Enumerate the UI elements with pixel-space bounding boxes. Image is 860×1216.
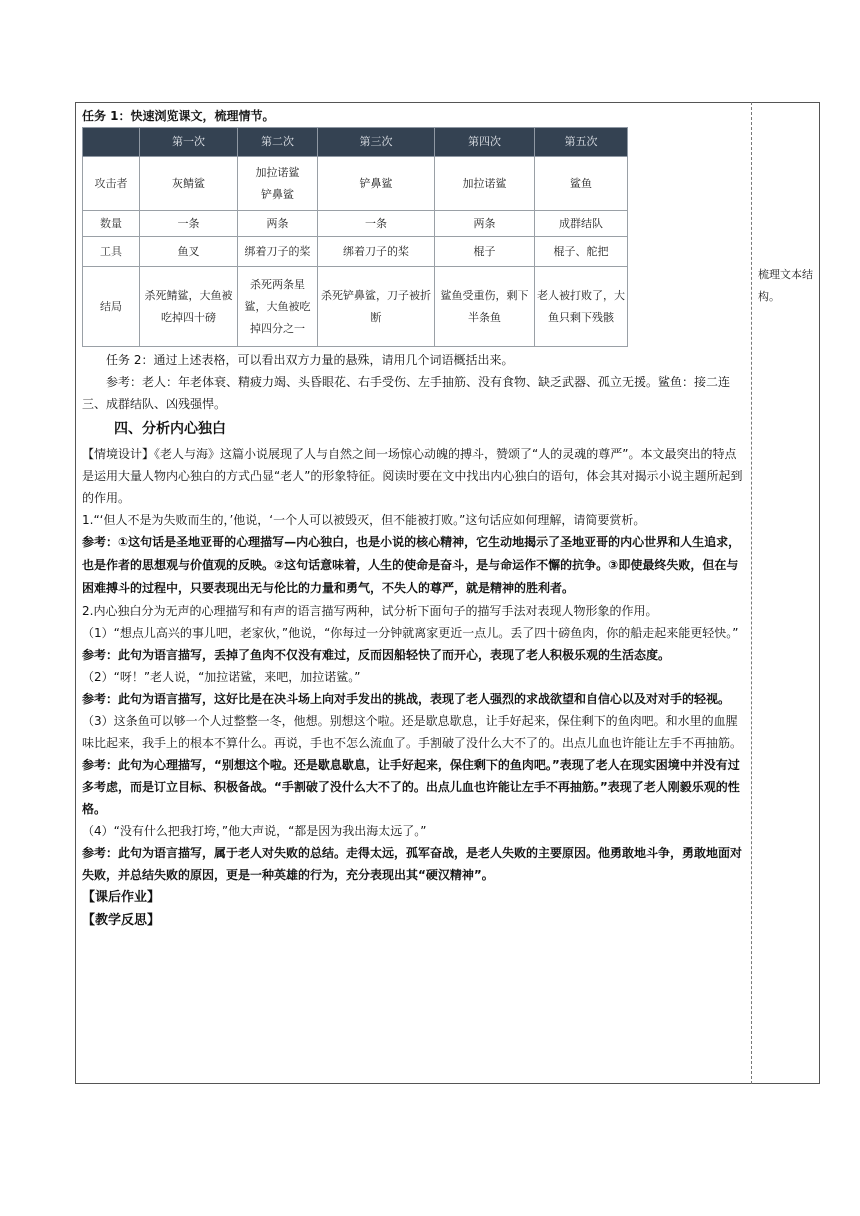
table-cell: 杀死鲭鲨，大鱼被吃掉四十磅: [140, 267, 238, 347]
table-cell: 棍子: [435, 237, 535, 267]
table-row: [83, 237, 628, 267]
question-2-3: （3）这条鱼可以够一个人过整整一冬，他想。别想这个啦。还是歇息歇息，让手好起来，保住剩下的鱼肉吧。和水里的血腥味比起来，我手上的根本不算什么。再说，手也不怎么流血了。手割破了没什么大不了的。出点儿血也许能让左手不再抽筋。: [82, 714, 743, 750]
table-row: [83, 211, 628, 237]
question-2: 2.内心独白分为无声的心理描写和有声的语言描写两种，试分析下面句子的描写手法对表现人物形象的作用。: [82, 604, 658, 618]
task2-answer: 参考：老人：年老体衰、精疲力竭、头昏眼花、右手受伤、左手抽筋、没有食物、缺乏武器、孤立无援。鲨鱼：接二连三、成群结队、凶残强悍。: [82, 375, 731, 411]
question-1: 1.“‘但人不是为失败而生的，’他说，‘一个人可以被毁灭，但不能被打败。”这句话应如何理解，请简要赏析。: [82, 513, 646, 527]
table-row: [83, 267, 628, 347]
question-2-4: （4）“没有什么把我打垮，”他大声说，“都是因为我出海太远了。”: [82, 824, 427, 838]
question-2-1: （1）“想点儿高兴的事儿吧，老家伙，”他说，“你每过一分钟就离家更近一点儿。丢了四十磅鱼肉，你的船走起来能更轻快。”: [82, 626, 739, 640]
table-header-cell: 第一次: [140, 128, 238, 157]
table-cell: 杀死两条星鲨，大鱼被吃掉四分之一: [238, 267, 318, 347]
table-row: [83, 157, 628, 211]
row-label: 数量: [83, 211, 140, 237]
table-cell: 铲鼻鲨: [318, 157, 435, 211]
table-cell: 加拉诺鲨 铲鼻鲨: [238, 157, 318, 211]
table-cell: 一条: [318, 211, 435, 237]
answer-2-1: 参考：此句为语言描写，丢掉了鱼肉不仅没有难过，反而因船轻快了而开心，表现了老人积极乐观的生活态度。: [82, 648, 671, 662]
section-heading: 四、分析内心独白: [114, 421, 226, 437]
table-header-row: [83, 128, 628, 157]
table-cell: 鱼叉: [140, 237, 238, 267]
homework-heading: 【课后作业】: [82, 890, 161, 905]
table-cell: 加拉诺鲨: [435, 157, 535, 211]
question-2-2: （2）“呀！”老人说，“加拉诺鲨，来吧，加拉诺鲨。”: [82, 670, 361, 684]
table-cell: 老人被打败了，大鱼只剩下残骸: [535, 267, 628, 347]
row-label: 攻击者: [83, 157, 140, 211]
table-cell: 棍子、舵把: [535, 237, 628, 267]
table-cell: 成群结队: [535, 211, 628, 237]
scenario-text: 【情境设计】《老人与海》这篇小说展现了人与自然之间一场惊心动魄的搏斗，赞颂了“人的灵魂的尊严”。本文最突出的特点是运用大量人物内心独白的方式凸显“老人”的形象特征。阅读时要在文中找出内心独白的语句，体会其对揭示小说主题所起到的作用。: [82, 447, 743, 505]
column-divider: [751, 102, 752, 1084]
table-header-cell: 第二次: [238, 128, 318, 157]
answer-2-3: 参考：此句为心理描写，“别想这个啦。还是歇息歇息，让手好起来，保住剩下的鱼肉吧。”表现了老人在现实困境中并没有过多考虑，而是订立目标、积极备战。“手割破了没什么大不了的。出点儿血也许能让左手不再抽筋。”表现了老人刚毅乐观的性格。: [82, 758, 740, 816]
table-cell: 绑着刀子的桨: [238, 237, 318, 267]
side-note: 梳理文本结构。: [758, 268, 813, 303]
plot-table: [82, 127, 628, 347]
row-label: 结局: [83, 267, 140, 347]
main-content: [82, 106, 745, 932]
task1-title: 任务 1：快速浏览课文，梳理情节。: [82, 109, 275, 123]
table-cell: 鲨鱼受重伤，剩下半条鱼: [435, 267, 535, 347]
task2-question: 任务 2：通过上述表格，可以看出双方力量的悬殊，请用几个词语概括出来。: [106, 353, 514, 367]
reflection-heading: 【教学反思】: [82, 913, 161, 928]
table-cell: 鲨鱼: [535, 157, 628, 211]
answer-2-4: 参考：此句为语言描写，属于老人对失败的总结。走得太远，孤军奋战，是老人失败的主要原因。他勇敢地斗争，勇敢地面对失败，并总结失败的原因，更是一种英雄的行为，充分表现出其“硬汉精神”。: [82, 846, 743, 882]
answer-1: 参考：①这句话是圣地亚哥的心理描写—内心独白，也是小说的核心精神，它生动地揭示了圣地亚哥的内心世界和人生追求，也是作者的思想观与价值观的反映。②这句话意味着，人生的使命是奋斗，是与命运作不懈的抗争。③即使最终失败，但在与困难搏斗的过程中，只要表现出无与伦比的力量和勇气，不失人的尊严，就是精神的胜利者。: [82, 535, 741, 595]
table-cell: 一条: [140, 211, 238, 237]
table-header-cell: 第四次: [435, 128, 535, 157]
table-cell: 两条: [238, 211, 318, 237]
table-cell: 灰鲭鲨: [140, 157, 238, 211]
answer-2-2: 参考：此句为语言描写，这好比是在决斗场上向对手发出的挑战，表现了老人强烈的求战欲望和自信心以及对对手的轻视。: [82, 692, 731, 706]
table-header-cell: 第三次: [318, 128, 435, 157]
table-header-cell: 第五次: [535, 128, 628, 157]
table-header-cell: [83, 128, 140, 157]
table-cell: 绑着刀子的桨: [318, 237, 435, 267]
table-cell: 两条: [435, 211, 535, 237]
table-cell: 杀死铲鼻鲨，刀子被折断: [318, 267, 435, 347]
row-label: 工具: [83, 237, 140, 267]
